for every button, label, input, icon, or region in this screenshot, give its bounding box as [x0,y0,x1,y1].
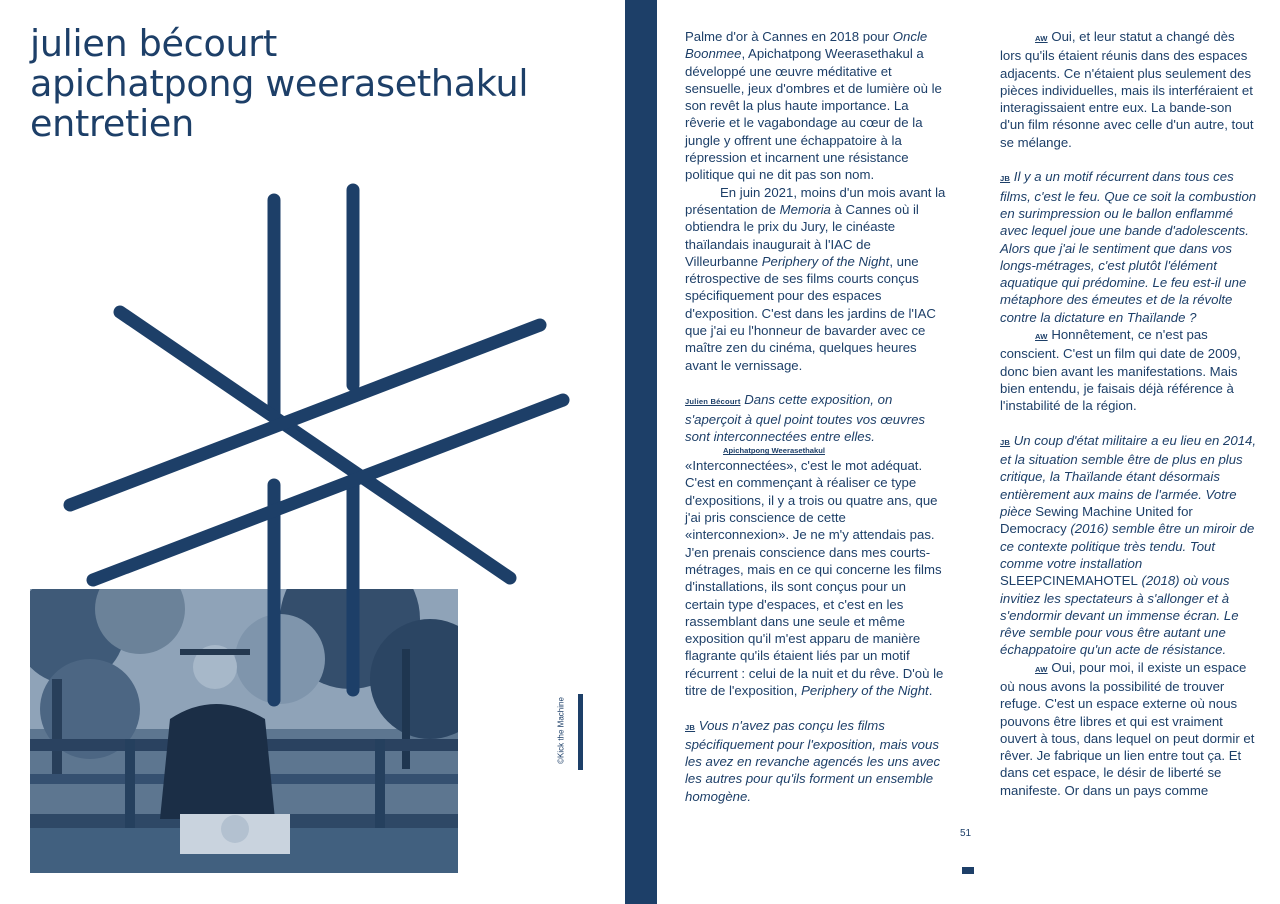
gutter-band [625,0,657,904]
speaker-label: AW [1035,664,1048,674]
speaker-label: JB [1000,174,1011,184]
speaker-label: AW [1035,34,1048,43]
title-line-type: entretien [30,102,194,145]
title-line-author: julien bécourt [30,22,278,65]
question-3: JB Il y a un motif récurrent dans tous ces films, c'est le feu. Que ce soit la combustion en surimpression ou le ballon enflammé avec lequel joue une bande d'adolescents. Alors que j'ai le sentiment que dans vos longs-métrages, c'est plutôt l'élément aquatique qui prédomine. Le feu est-il une métaphore des émeutes et de la révolte contre la dictature en Thaïlande ? [1000,169,1257,325]
speaker-label: AW [1035,332,1048,342]
question-1: Julien Bécourt Dans cette exposition, on s'aperçoit à quel point toutes vos œuvres sont interconnectées entre elles. [685,392,926,444]
speaker-label: JB [685,722,696,732]
question-2: JB Vous n'avez pas conçu les films spécifiquement pour l'exposition, mais vous les avez en revanche agencés les uns avec les autres pour qu'ils forment un ensemble homogène. [685,717,941,804]
decorative-glyph [0,0,625,904]
photo-credit-text: ©Kick the Machine [556,697,566,764]
answer-2: AW Oui, et leur statut a changé dès lors qu'ils étaient réunis dans des espaces adjacents. Ce n'étaient plus seulement des pièces individuelles, mais ils interféraient et interagissaient entre eux. La bande-son d'un film résonne avec celle d'un autre, tout se mélange. [1000,29,1254,150]
answer-1: «Interconnectées», c'est le mot adéquat. C'est en commençant à réaliser ce type d'expositions, il y a trois ou quatre ans, que j'ai pris conscience de cette «interconnexion». Je ne m'y attendais pas. J'en prenais conscience dans mes courts-métrages, mais en ce qui concerne les films d'installations, ils sont conçus pour un certain type d'espaces, et c'est en les rassemblant dans une seule et même exposition qu'il m'est apparu de manière flagrante qu'ils étaient liés par un motif récurrent : celui de la nuit et du rêve. D'où le titre de l'exposition, Periphery of the Night. [685,458,944,698]
text-column-2 [1000,28,1258,799]
answer-4: AW Oui, pour moi, il existe un espace où nous avons la possibilité de trouver refuge. C'est un espace externe où nous pouvons être libres et qui est vraiment ouvert à tous, dans lequel on peut dormir et rêver. Je fabrique un lien entre tout ça. Et dans cet espace, le désir de liberté se manifeste. Or dans un pays comme [1000,659,1255,798]
intro-paragraph-2: En juin 2021, moins d'un mois avant la présentation de Memoria à Cannes où il obtiendra le prix du Jury, le cinéaste thaïlandais inaugurait à l'IAC de Villeurbanne Periphery of the Night, une rétrospective de ses films courts conçus spécifiquement pour des espaces d'exposition. C'est dans les jardins de l'IAC que j'ai eu l'honneur de bavarder avec ce maître zen du cinéma, quelques heures avant le vernissage. [685,184,946,373]
photo-credit [554,693,568,773]
title-line-subject: apichatpong weerasethakul [30,62,529,105]
speaker-label: Apichatpong Weerasethakul [723,446,825,456]
intro-paragraph: Palme d'or à Cannes en 2018 pour Oncle Boonmee, Apichatpong Weerasethakul a développé une œuvre méditative et sensuelle, jeux d'ombres et de lumière où le son revêt la plus haute importance. La rêverie et le vagabondage au cœur de la jungle y offrent une échappatoire à la répression et incarnent une résistance politique qui ne dit pas son nom. [685,29,942,183]
answer-3: AW Honnêtement, ce n'est pas conscient. C'est un film qui date de 2009, donc bien avant les manifestations. Mais bien entendu, je faisais déjà référence à l'instabilité de la région. [1000,327,1241,414]
speaker-label: JB [1000,437,1011,447]
question-4: JB Un coup d'état militaire a eu lieu en 2014, et la situation semble être de plus en plus critique, la Thaïlande étant désormais entièrement aux mains de l'armée. Votre pièce Sewing Machine United for Democracy (2016) semble être un miroir de ce contexte politique très tendu. Tout comme votre installation SLEEPCINEMAHOTEL (2018) où vous invitiez les spectateurs à s'allonger et à s'endormir devant un immense écran. Le rêve semble pour vous être autant une échappatoire qu'un acte de résistance. [1000,432,1257,658]
folio-bar [962,867,974,874]
speaker-label: Julien Bécourt [685,397,741,407]
credit-bar [578,694,583,770]
page-number: 51 [960,828,972,839]
text-column-1 [685,28,947,805]
